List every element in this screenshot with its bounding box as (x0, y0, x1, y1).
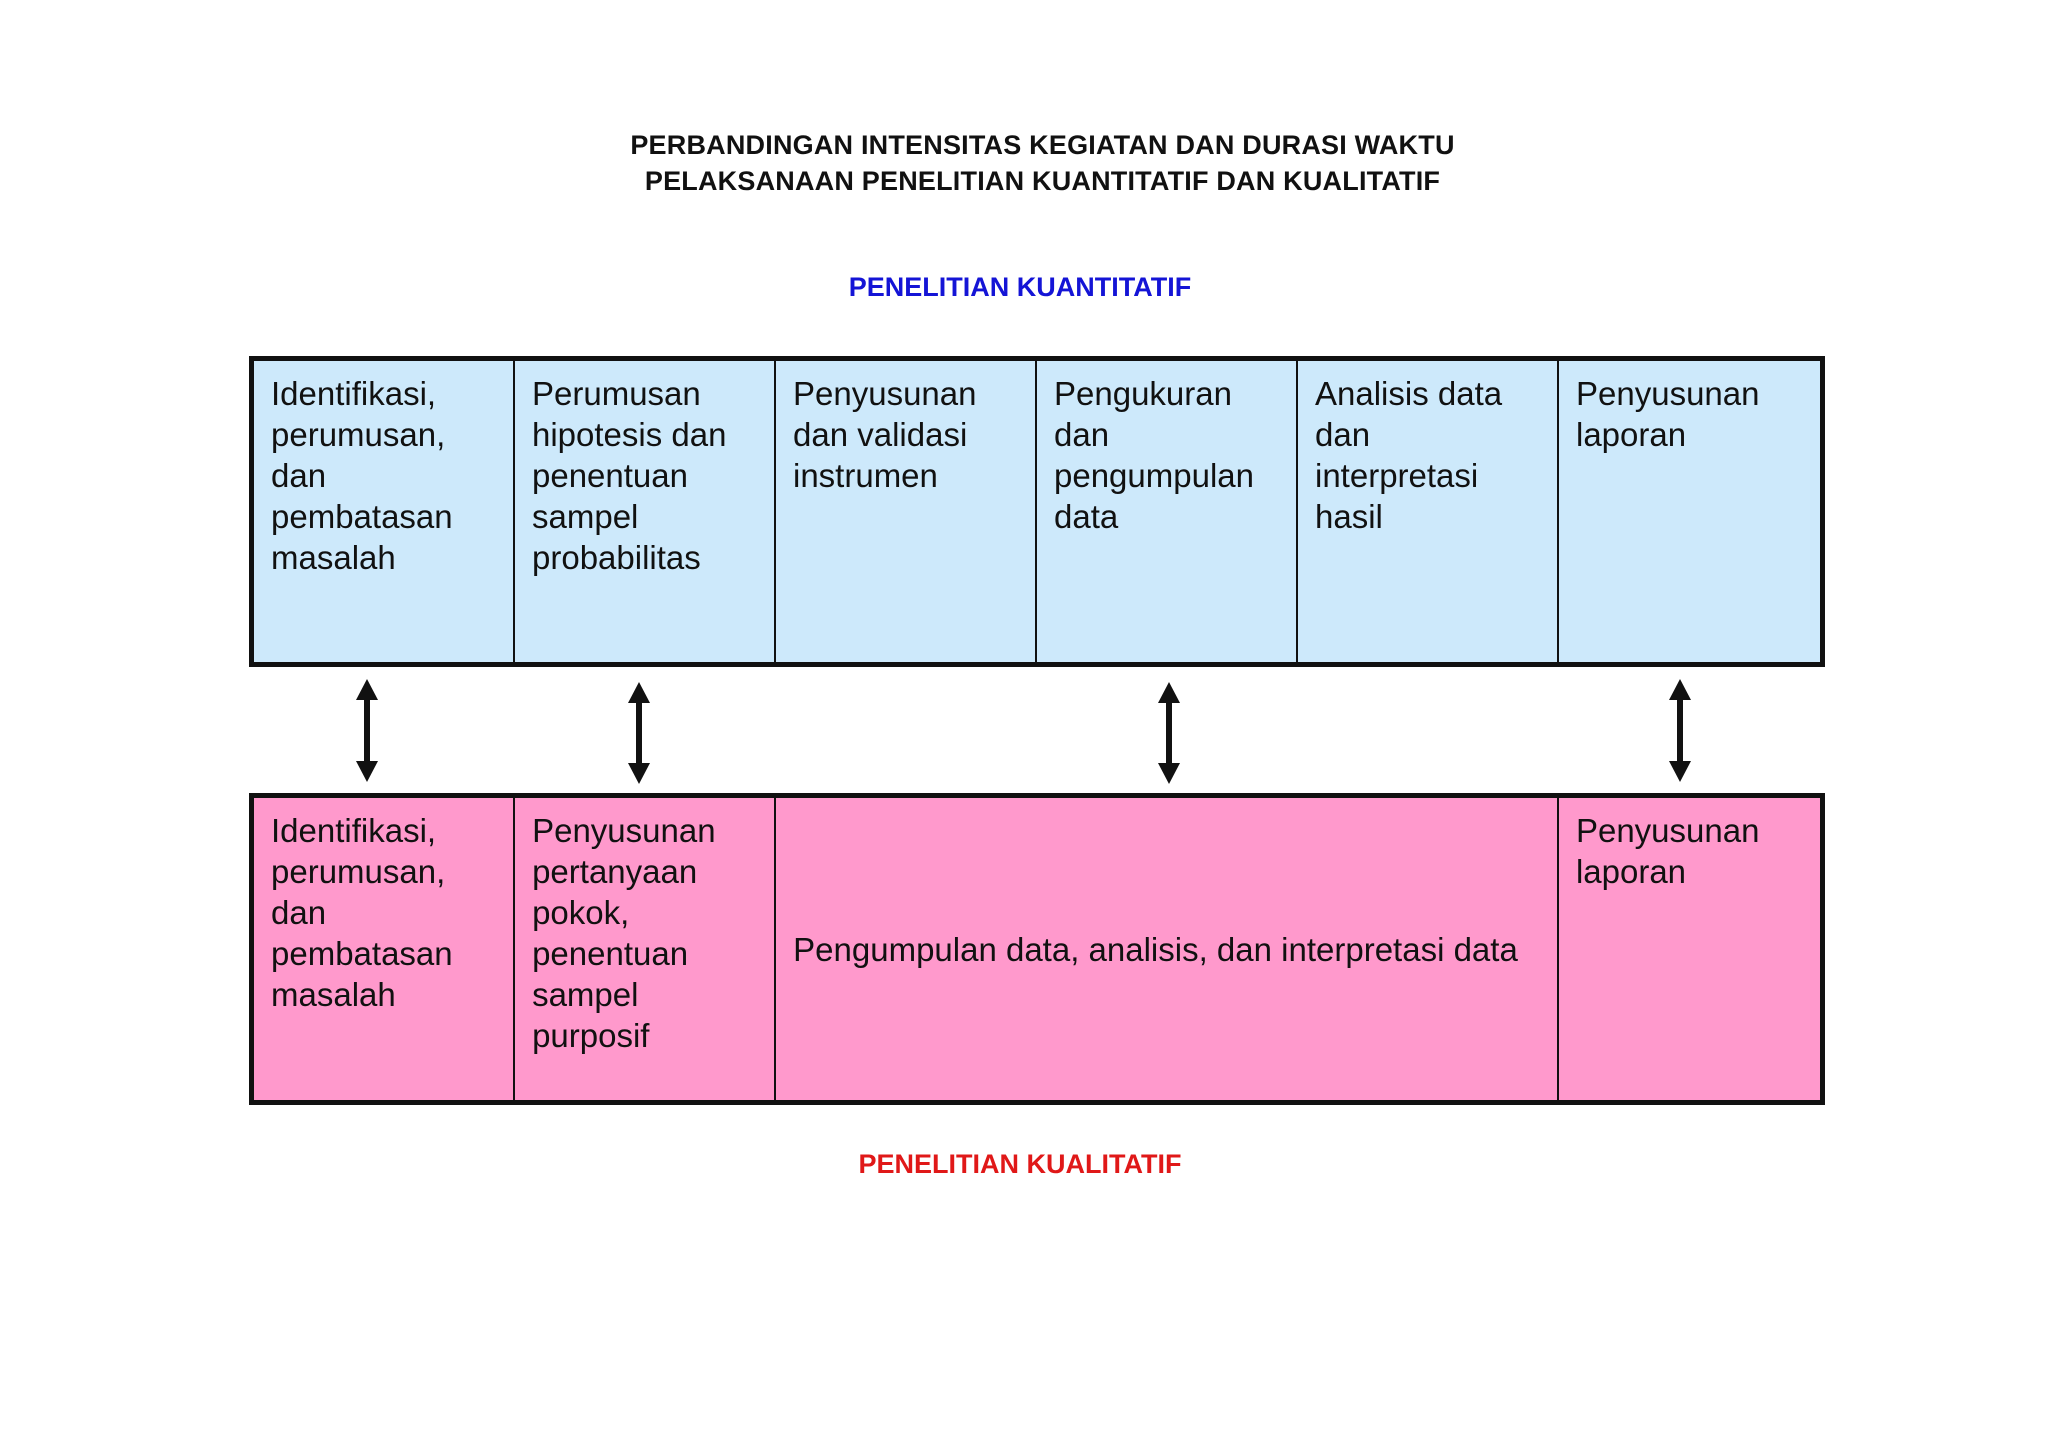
page-title-line-1: PERBANDINGAN INTENSITAS KEGIATAN DAN DURASI WAKTU (630, 130, 1455, 160)
qual-step-problem-identification: Identifikasi, perumusan, dan pembatasan masalah (254, 798, 515, 1100)
quant-step-instrument-validation: Penyusunan dan validasi instrumen (776, 361, 1037, 662)
arrow-step1 (356, 679, 378, 782)
page-title-line-2: PELAKSANAAN PENELITIAN KUANTITATIF DAN KUALITATIF (644, 166, 1441, 196)
quant-step-report: Penyusunan laporan (1576, 375, 1760, 453)
qualitative-research-label: PENELITIAN KUALITATIF (858, 1149, 1182, 1179)
quant-step-analysis: Analisis data dan interpretasi hasil (1298, 361, 1559, 662)
arrow-step2 (628, 682, 650, 784)
quant-step-problem-identification: Identifikasi, perumusan, dan pembatasan masalah (254, 361, 515, 662)
qual-step-collection-analysis: Pengumpulan data, analisis, dan interpretasi data (776, 798, 1559, 1100)
arrow-step-report (1669, 679, 1691, 782)
quant-step-hypothesis-sampling: Perumusan hipotesis dan penentuan sampel probabilitas (515, 361, 776, 662)
qualitative-steps-row (249, 793, 1825, 1105)
quantitative-research-label: PENELITIAN KUANTITATIF (848, 272, 1192, 302)
qual-step-questions-sampling: Penyusunan pertanyaan pokok, penentuan sampel purposif (515, 798, 776, 1100)
quant-step-data-collection: Pengukuran dan pengumpulan data (1037, 361, 1298, 662)
arrow-step-data (1158, 682, 1180, 784)
qual-step-report: Penyusunan laporan (1575, 812, 1760, 890)
